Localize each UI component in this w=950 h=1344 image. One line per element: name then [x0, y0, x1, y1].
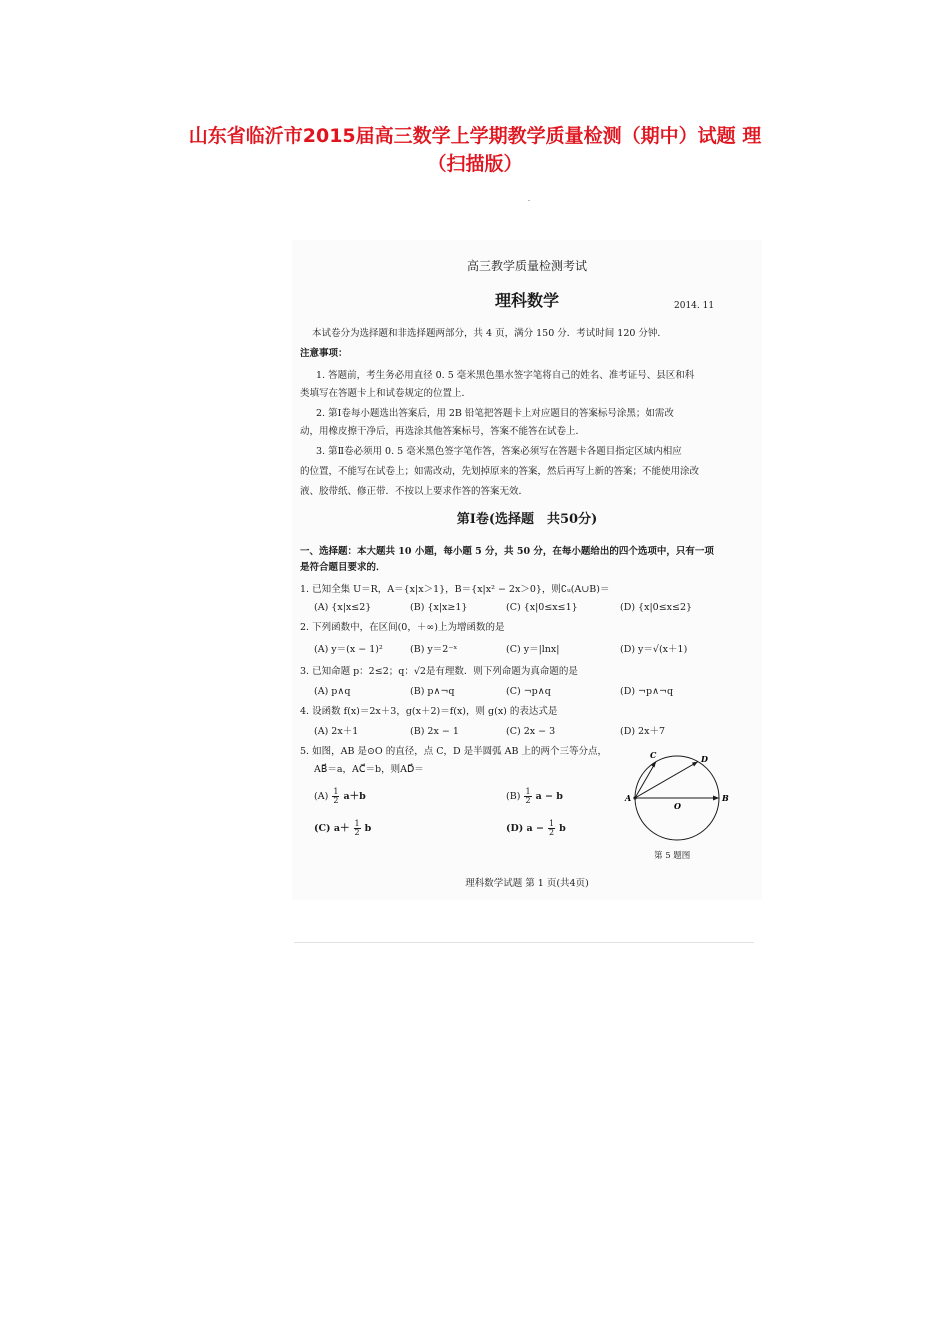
fraction-one-half	[524, 788, 531, 805]
section-intro-line-b: 是符合题目要求的．	[300, 562, 386, 573]
fraction-one-half	[332, 788, 339, 805]
q5-circle-figure	[622, 748, 738, 852]
q5-option-a-prefix: (A)	[314, 791, 329, 802]
q5-option-c-prefix: (C) a＋	[314, 823, 350, 834]
q3-option-d: (D) ¬p∧¬q	[620, 686, 674, 697]
fraction-denominator: 2	[354, 828, 360, 837]
q5-option-d-prefix: (D) a −	[506, 823, 544, 834]
q5-option-a-expression: a＋b	[343, 791, 366, 802]
arrowhead-d-icon	[692, 762, 698, 767]
notice-1-line-b: 类填写在答题卡上和试卷规定的位置上．	[300, 388, 472, 399]
label-c: C	[650, 750, 657, 760]
notice-2-line-a: 2. 第Ⅰ卷每小题选出答案后，用 2B 铅笔把答题卡上对应题目的答案标号涂黑；如需改	[316, 408, 674, 419]
q3-option-c: (C) ¬p∧q	[506, 686, 551, 697]
q1-option-b: (B) {x|x≥1}	[410, 602, 468, 613]
notice-3-line-a: 3. 第Ⅱ卷必须用 0. 5 毫米黑色签字笔作答，答案必须写在答题卡各题目指定区域内相应	[316, 446, 682, 457]
q2-option-c: (C) y＝|lnx|	[506, 644, 560, 655]
fraction-one-half	[548, 820, 555, 837]
q2-option-d: (D) y＝√(x＋1)	[620, 644, 688, 655]
q5-stem-line-a: 5. 如图，AB 是⊙O 的直径，点 C，D 是半圆弧 AB 上的两个三等分点，	[300, 746, 608, 757]
q5-stem-line-b: AB⃗＝a，AC⃗＝b，则AD⃗＝	[314, 764, 424, 775]
vector-ad	[635, 762, 698, 798]
q4-stem: 4. 设函数 f(x)＝2x＋3，g(x＋2)＝f(x)，则 g(x) 的表达式是	[300, 706, 558, 717]
q3-stem: 3. 已知命题 p：2≤2；q：√2是有理数．则下列命题为真命题的是	[300, 666, 578, 677]
q5-option-d	[506, 820, 566, 837]
page-footer: 理科数学试题 第 1 页(共4页)	[465, 878, 589, 889]
q4-option-a: (A) 2x＋1	[314, 726, 359, 737]
exam-subject: 理科数学	[494, 291, 559, 310]
arrowhead-b-icon	[713, 796, 719, 801]
notice-3-line-c: 液、胶带纸、修正带．不按以上要求作答的答案无效．	[300, 486, 529, 497]
q2-stem: 2. 下列函数中，在区间(0，＋∞)上为增函数的是	[300, 622, 505, 633]
vector-ac	[635, 762, 656, 798]
q1-stem: 1. 已知全集 U＝R，A＝{x|x＞1}，B＝{x|x² − 2x＞0}，则∁ᵤ(A∪B)＝	[300, 584, 610, 595]
label-a: A	[625, 793, 632, 803]
q3-option-a: (A) p∧q	[314, 686, 351, 697]
q2-option-b: (B) y＝2⁻ˣ	[410, 644, 458, 655]
fraction-one-half	[354, 820, 361, 837]
exam-heading: 高三教学质量检测考试	[466, 259, 587, 273]
label-d: D	[701, 754, 708, 764]
section-intro-line-a: 一、选择题：本大题共 10 小题，每小题 5 分，共 50 分，在每小题给出的四个选项中，只有一项	[300, 546, 714, 557]
exam-intro: 本试卷分为选择题和非选择题两部分，共 4 页，满分 150 分．考试时间 120 分钟．	[312, 328, 667, 339]
figure-caption: 第 5 题图	[654, 851, 691, 861]
document-title-line1: 山东省临沂市2015届高三数学上学期教学质量检测（期中）试题 理	[188, 125, 762, 147]
notice-3-line-b: 的位置，不能写在试卷上；如需改动，先划掉原来的答案，然后再写上新的答案；不能使用涂改	[300, 466, 700, 477]
fraction-numerator: 1	[354, 819, 360, 828]
q5-option-a	[314, 788, 366, 805]
document-title-line2: （扫描版）	[427, 153, 523, 175]
fraction-numerator: 1	[549, 819, 555, 828]
label-b: B	[722, 793, 729, 803]
fraction-denominator: 2	[525, 796, 531, 805]
fraction-numerator: 1	[333, 787, 339, 796]
q1-option-a: (A) {x|x≤2}	[314, 602, 372, 613]
notice-2-line-b: 动，用橡皮擦干净后，再选涂其他答案标号，答案不能答在试卷上．	[300, 426, 586, 437]
arrowhead-c-icon	[651, 762, 656, 768]
q5-option-d-expression: b	[559, 823, 566, 834]
fraction-numerator: 1	[525, 787, 531, 796]
scanned-exam-page	[292, 240, 762, 900]
q5-option-b	[506, 788, 563, 805]
section-title: 第Ⅰ卷(选择题 共50分)	[456, 512, 598, 527]
q4-option-b: (B) 2x − 1	[410, 726, 459, 737]
q4-option-c: (C) 2x − 3	[506, 726, 556, 737]
point-a	[633, 796, 636, 799]
q1-option-c: (C) {x|0≤x≤1}	[506, 602, 578, 613]
q5-option-c	[314, 820, 371, 837]
fraction-denominator: 2	[333, 796, 339, 805]
scan-edge-line	[294, 942, 754, 943]
exam-date: 2014. 11	[674, 301, 715, 311]
q5-option-c-expression: b	[364, 823, 372, 834]
q5-option-b-prefix: (B)	[506, 791, 521, 802]
label-o: O	[674, 801, 681, 811]
q2-option-a: (A) y＝(x − 1)²	[314, 644, 383, 655]
fraction-denominator: 2	[549, 828, 555, 837]
q3-option-b: (B) p∧¬q	[410, 686, 455, 697]
notice-1-line-a: 1. 答题前，考生务必用直径 0. 5 毫米黑色墨水签字笔将自己的姓名、准考证号、县区和科	[316, 370, 695, 381]
q4-option-d: (D) 2x＋7	[620, 726, 665, 737]
q1-option-d: (D) {x|0≤x≤2}	[620, 602, 693, 613]
scan-speck	[528, 200, 530, 201]
q5-option-b-expression: a − b	[535, 791, 563, 802]
notice-label: 注意事项：	[300, 348, 348, 359]
